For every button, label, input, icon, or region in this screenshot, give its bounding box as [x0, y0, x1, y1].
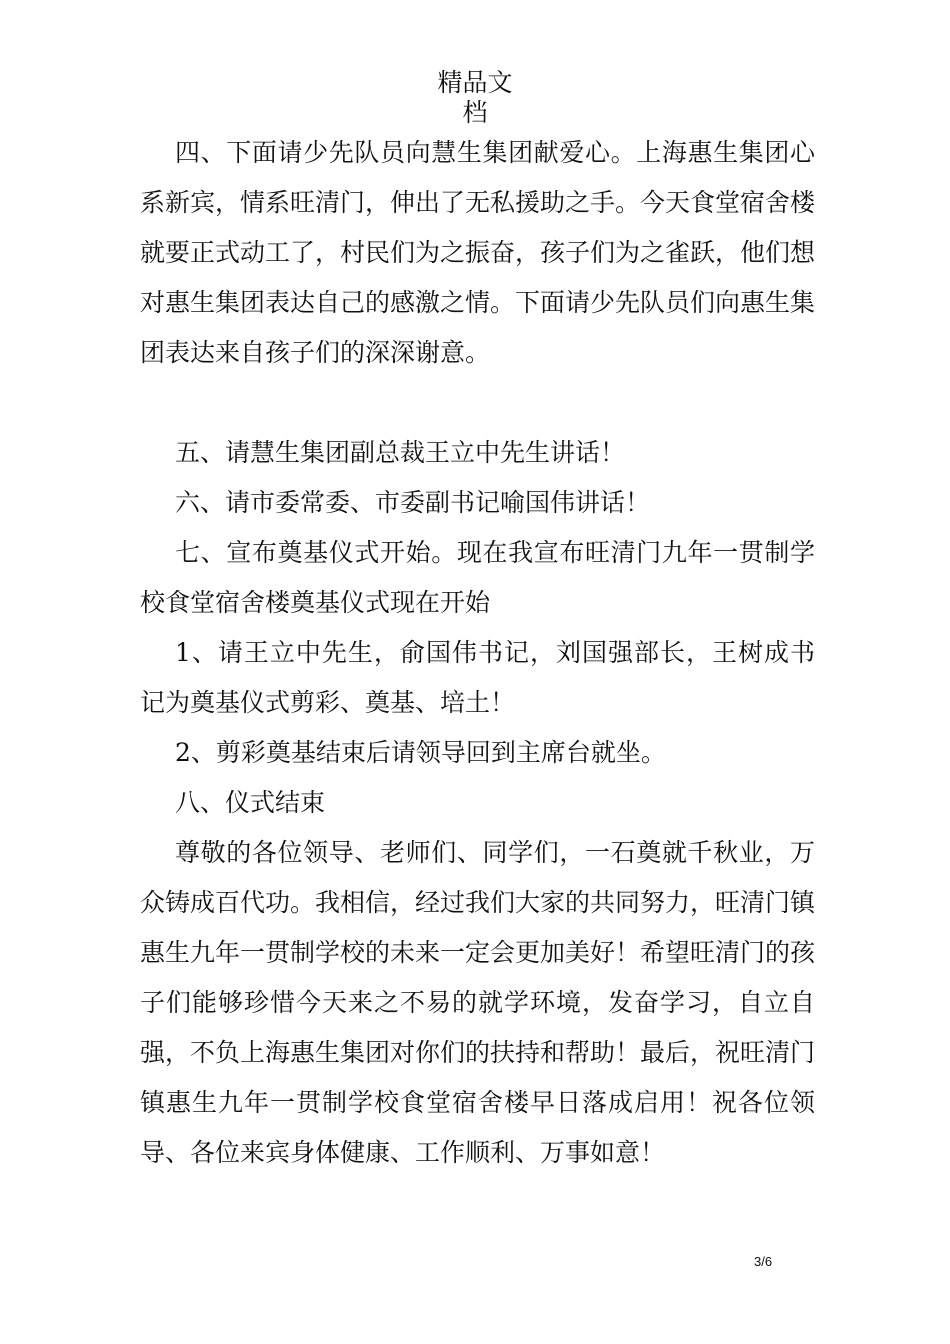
document-body [140, 128, 815, 1178]
paragraph-item-6: 六、请市委常委、市委副书记喻国伟讲话！ [175, 488, 651, 517]
paragraph-subitem-2: 2、剪彩奠基结束后请领导回到主席台就坐。 [175, 738, 666, 767]
paragraph-spacer [140, 378, 815, 428]
paragraph-item-8: 八、仪式结束 [175, 788, 326, 817]
page-number: 3/6 [754, 1254, 773, 1269]
paragraph-closing-remarks: 尊敬的各位领导、老师们、同学们，一石奠就千秋业，万众铸成百代功。我相信，经过我们大家的共同努力，旺清门镇惠生九年一贯制学校的未来一定会更加美好！希望旺清门的孩子们能够珍惜今天来之不易的就学环境，发奋学习，自立自强，不负上海惠生集团对你们的扶持和帮助！最后，祝旺清门镇惠生九年一贯制学校食堂宿舍楼早日落成启用！祝各位领导、各位来宾身体健康、工作顺利、万事如意！ [140, 838, 816, 1167]
paragraph-item-5: 五、请慧生集团副总裁王立中先生讲话！ [175, 438, 626, 467]
paragraph-item-7: 七、宣布奠基仪式开始。现在我宣布旺清门九年一贯制学校食堂宿舍楼奠基仪式现在开始 [140, 538, 815, 617]
page-header [0, 68, 950, 128]
paragraph-item-4: 四、下面请少先队员向慧生集团献爱心。上海惠生集团心系新宾，情系旺清门，伸出了无私援助之手。今天食堂宿舍楼就要正式动工了，村民们为之振奋，孩子们为之雀跃，他们想对惠生集团表达自己的感激之情。下面请少先队员们向惠生集团表达来自孩子们的深深谢意。 [140, 138, 816, 367]
paragraph-subitem-1: 1、请王立中先生，俞国伟书记，刘国强部长，王树成书记为奠基仪式剪彩、奠基、培土！ [140, 638, 815, 717]
header-title-line-1: 精品文 [437, 68, 513, 97]
header-title-line-2: 档 [462, 98, 488, 127]
